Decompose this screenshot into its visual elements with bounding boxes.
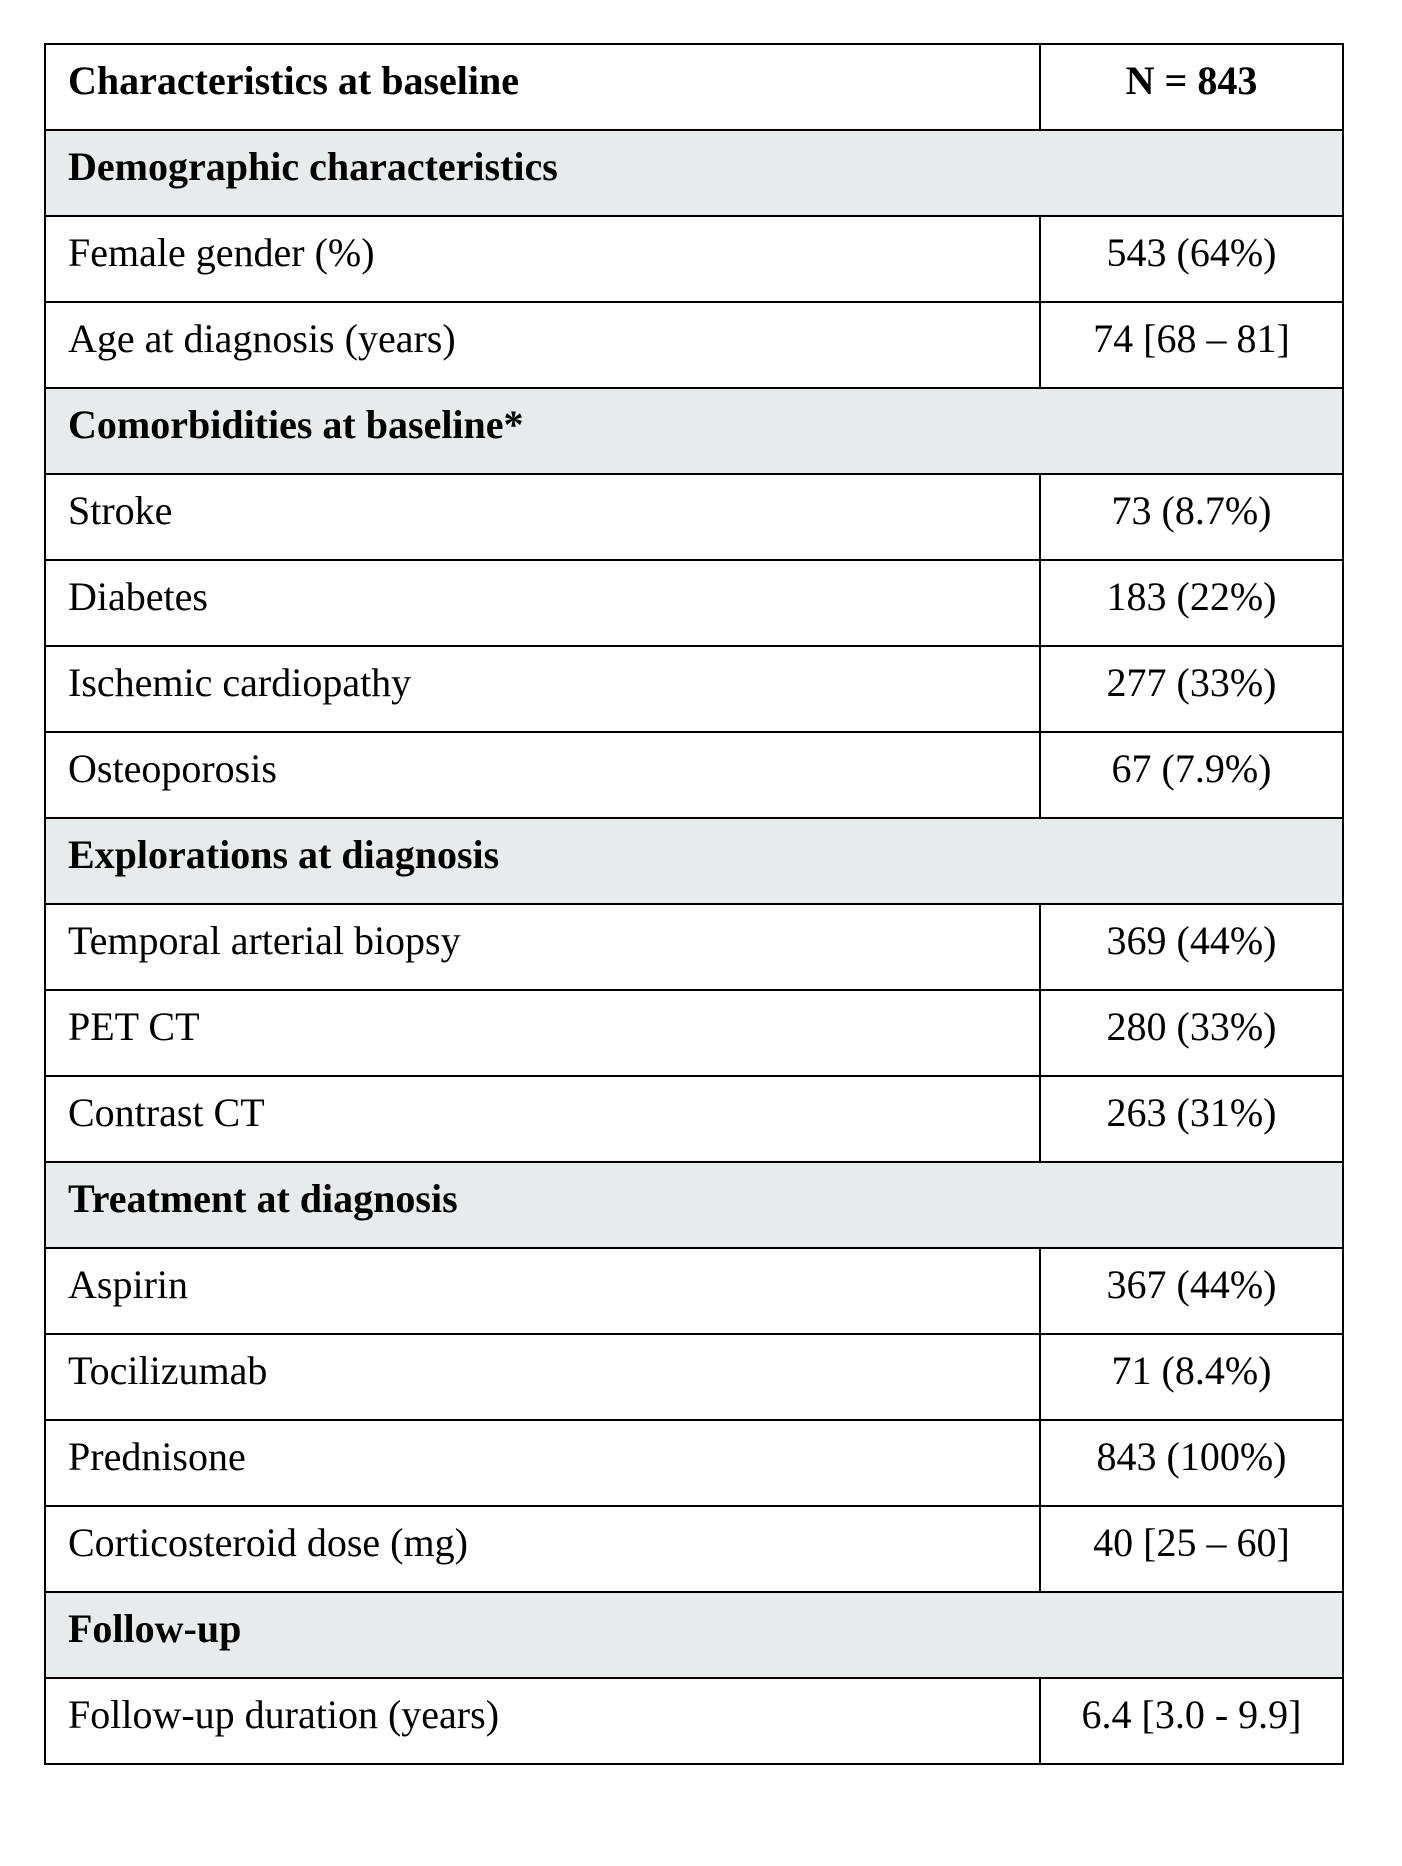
row-value: 367 (44%) (1106, 1262, 1277, 1307)
row-value: 369 (44%) (1106, 918, 1277, 963)
row-value-cell (1040, 1420, 1343, 1506)
section-row-demographics (45, 130, 1343, 216)
row-label-cell (45, 1248, 1040, 1334)
table-header-row (45, 44, 1343, 130)
table-row (45, 302, 1343, 388)
row-value-cell (1040, 904, 1343, 990)
baseline-characteristics-table (44, 43, 1344, 1765)
row-label-cell (45, 1420, 1040, 1506)
table-row (45, 1076, 1343, 1162)
row-value-cell (1040, 474, 1343, 560)
table-row (45, 732, 1343, 818)
section-title-cell (45, 130, 1343, 216)
row-label: Ischemic cardiopathy (68, 660, 412, 705)
header-label-cell (45, 44, 1040, 130)
row-value-cell (1040, 732, 1343, 818)
table-row (45, 1420, 1343, 1506)
row-label: PET CT (68, 1004, 200, 1049)
table-row (45, 474, 1343, 560)
section-title: Explorations at diagnosis (68, 832, 500, 877)
table-row (45, 560, 1343, 646)
row-value-cell (1040, 1678, 1343, 1764)
section-title-cell (45, 1592, 1343, 1678)
row-label-cell (45, 646, 1040, 732)
section-row-follow-up (45, 1592, 1343, 1678)
section-title: Treatment at diagnosis (68, 1176, 458, 1221)
row-value-cell (1040, 646, 1343, 732)
section-title: Follow-up (68, 1606, 242, 1651)
table-row (45, 904, 1343, 990)
row-value-cell (1040, 1506, 1343, 1592)
row-value: 183 (22%) (1106, 574, 1277, 619)
row-value: 67 (7.9%) (1111, 746, 1272, 791)
row-label-cell (45, 216, 1040, 302)
row-value-cell (1040, 560, 1343, 646)
row-value: 280 (33%) (1106, 1004, 1277, 1049)
header-label: Characteristics at baseline (68, 58, 520, 103)
section-title: Demographic characteristics (68, 144, 558, 189)
section-title-cell (45, 388, 1343, 474)
section-title: Comorbidities at baseline* (68, 402, 524, 447)
row-value-cell (1040, 216, 1343, 302)
row-value-cell (1040, 1334, 1343, 1420)
row-label: Follow-up duration (years) (68, 1692, 500, 1737)
row-label-cell (45, 302, 1040, 388)
section-row-treatment (45, 1162, 1343, 1248)
row-label: Stroke (68, 488, 173, 533)
row-value: 277 (33%) (1106, 660, 1277, 705)
row-value: 543 (64%) (1106, 230, 1277, 275)
row-value: 73 (8.7%) (1111, 488, 1272, 533)
row-value-cell (1040, 1076, 1343, 1162)
row-label-cell (45, 904, 1040, 990)
row-label: Age at diagnosis (years) (68, 316, 456, 361)
row-label-cell (45, 1506, 1040, 1592)
row-label-cell (45, 1076, 1040, 1162)
row-label-cell (45, 1334, 1040, 1420)
row-label: Temporal arterial biopsy (68, 918, 461, 963)
row-label-cell (45, 990, 1040, 1076)
row-label: Osteoporosis (68, 746, 277, 791)
table-row (45, 990, 1343, 1076)
row-label-cell (45, 474, 1040, 560)
header-value-cell (1040, 44, 1343, 130)
row-value: 263 (31%) (1106, 1090, 1277, 1135)
row-value: 6.4 [3.0 - 9.9] (1081, 1692, 1302, 1737)
row-label: Corticosteroid dose (mg) (68, 1520, 468, 1565)
row-label-cell (45, 560, 1040, 646)
row-value: 843 (100%) (1096, 1434, 1287, 1479)
header-value: N = 843 (1125, 58, 1258, 103)
row-value-cell (1040, 1248, 1343, 1334)
row-value: 40 [25 – 60] (1093, 1520, 1290, 1565)
row-label: Diabetes (68, 574, 208, 619)
table-row (45, 1506, 1343, 1592)
row-value-cell (1040, 990, 1343, 1076)
table-row (45, 216, 1343, 302)
table-row (45, 1248, 1343, 1334)
row-label: Female gender (%) (68, 230, 375, 275)
row-value: 74 [68 – 81] (1093, 316, 1290, 361)
row-label-cell (45, 732, 1040, 818)
section-title-cell (45, 1162, 1343, 1248)
row-label: Contrast CT (68, 1090, 265, 1135)
row-label: Aspirin (68, 1262, 188, 1307)
table-row (45, 1678, 1343, 1764)
section-row-comorbidities (45, 388, 1343, 474)
row-value-cell (1040, 302, 1343, 388)
section-title-cell (45, 818, 1343, 904)
row-label-cell (45, 1678, 1040, 1764)
row-label: Tocilizumab (68, 1348, 268, 1393)
row-label: Prednisone (68, 1434, 246, 1479)
table-row (45, 646, 1343, 732)
section-row-explorations (45, 818, 1343, 904)
row-value: 71 (8.4%) (1111, 1348, 1272, 1393)
table-row (45, 1334, 1343, 1420)
